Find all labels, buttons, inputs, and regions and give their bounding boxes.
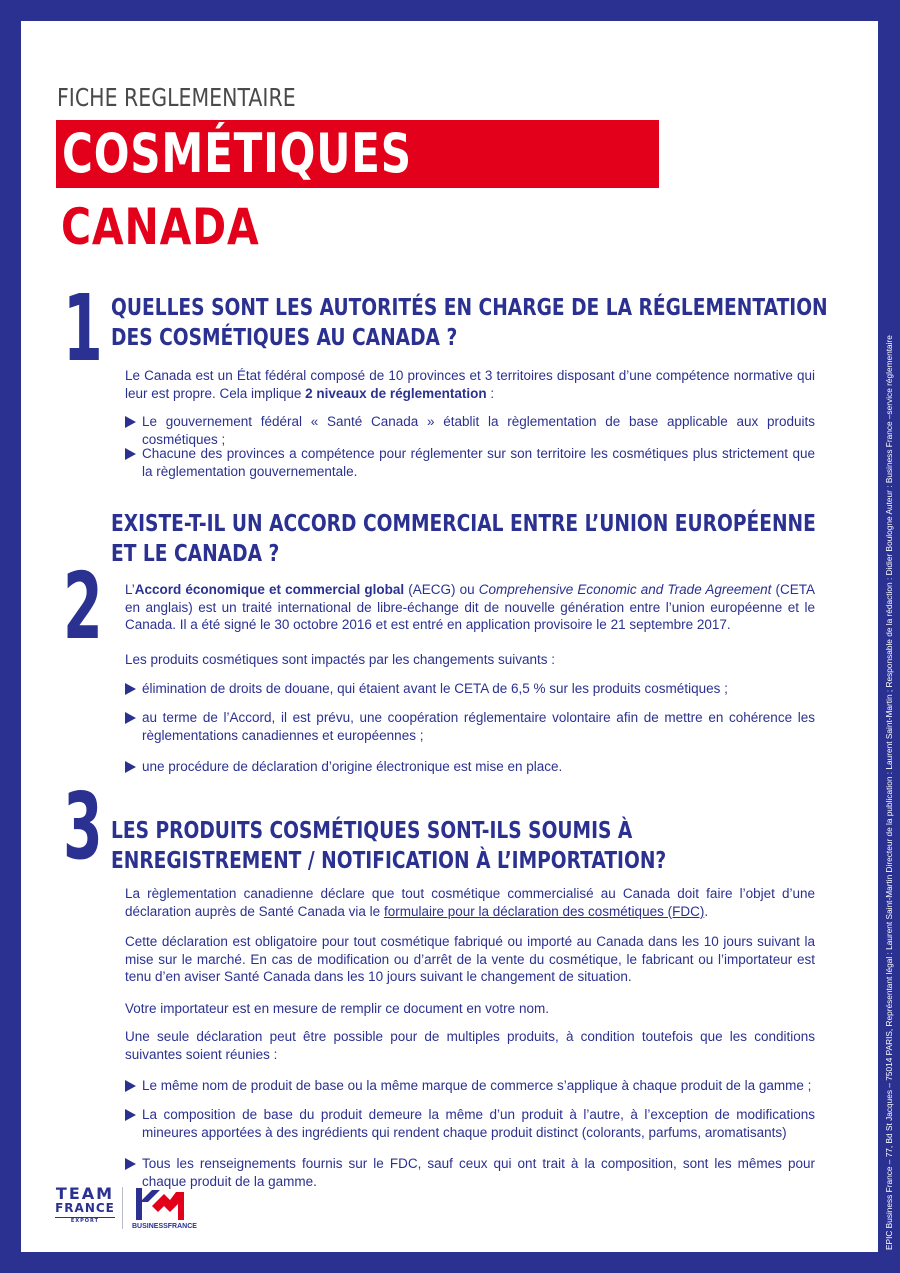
legal-sidebar-text: EPIC Business France – 77, Bd St Jacques – 75014 PARIS, Représentant légal : Laurent Saint-Martin Directeur de la publication : Laurent Saint-Martin ; Responsable de la rédaction : Didier Boulogne Auteur : Business France –service réglementaire bbox=[884, 335, 894, 1250]
bullet-triangle-icon bbox=[125, 1080, 136, 1092]
team-france-export-logo: TEAM FRANCE EXPORT bbox=[55, 1184, 115, 1224]
bullet-triangle-icon bbox=[125, 683, 136, 695]
bullet-triangle-icon bbox=[125, 1158, 136, 1170]
section-2-bullet: au terme de l’Accord, il est prévu, une coopération réglementaire volontaire afin de mettre en cohérence les règlementations canadiennes et européennes ; bbox=[125, 709, 815, 744]
business-france-mark-icon bbox=[132, 1186, 188, 1222]
document-subtitle: CANADA bbox=[61, 198, 260, 256]
section-1-intro: Le Canada est un État fédéral composé de 10 provinces et 3 territoires disposant d’une compétence normative qui leur est propre. Cela implique 2 niveaux de réglementation : bbox=[125, 368, 815, 401]
section-2-heading-line-1: EXISTE-T-IL UN ACCORD COMMERCIAL ENTRE L’UNION EUROPÉENNE bbox=[111, 511, 816, 537]
section-2-intro: L’Accord économique et commercial global (AECG) ou Comprehensive Economic and Trade Agreement (CETA en anglais) est un traité international de libre-échange dit de nouvelle génération entre l’union européenne et le Canada. Il a été signé le 30 octobre 2016 et est entré en application provisoire le 21 septembre 2017. bbox=[125, 582, 815, 632]
bullet-triangle-icon bbox=[125, 712, 136, 724]
title-band bbox=[56, 120, 659, 188]
section-2-paragraph: Les produits cosmétiques sont impactés par les changements suivants : bbox=[125, 652, 555, 667]
section-3-paragraph: Votre importateur est en mesure de remplir ce document en votre nom. bbox=[125, 1001, 549, 1016]
section-3-number: 3 bbox=[63, 773, 103, 880]
fdc-form-link[interactable]: formulaire pour la déclaration des cosmétiques (FDC) bbox=[383, 903, 705, 919]
section-3-paragraph: Une seule déclaration peut être possible pour de multiples produits, à condition toutefois que les conditions suivantes soient réunies : bbox=[125, 1029, 815, 1062]
section-2-heading-line-2: ET LE CANADA ? bbox=[111, 541, 280, 567]
section-1-number: 1 bbox=[63, 275, 103, 382]
section-1-heading-line-2: DES COSMÉTIQUES AU CANADA ? bbox=[111, 325, 458, 351]
logo-divider bbox=[122, 1187, 123, 1229]
section-1-heading-line-1: QUELLES SONT LES AUTORITÉS EN CHARGE DE LA RÉGLEMENTATION bbox=[111, 295, 828, 321]
bullet-triangle-icon bbox=[125, 761, 136, 773]
section-3-heading-line-2: ENREGISTREMENT / NOTIFICATION À L’IMPORTATION? bbox=[111, 848, 667, 874]
document-kicker: FICHE REGLEMENTAIRE bbox=[57, 83, 296, 112]
section-3-paragraph: La règlementation canadienne déclare que tout cosmétique commercialisé au Canada doit faire l’objet d’une déclaration auprès de Santé Canada via le formulaire pour la déclaration des cosmétiques (FDC). bbox=[125, 886, 815, 919]
section-2-bullet: élimination de droits de douane, qui étaient avant le CETA de 6,5 % sur les produits cosmétiques ; bbox=[125, 680, 815, 698]
business-france-wordmark: BUSINESSFRANCE bbox=[132, 1223, 197, 1230]
bullet-triangle-icon bbox=[125, 416, 136, 428]
document-page bbox=[21, 21, 878, 1252]
legal-sidebar bbox=[880, 0, 900, 1273]
bullet-triangle-icon bbox=[125, 448, 136, 460]
section-3-bullet: Le même nom de produit de base ou la même marque de commerce s’applique à chaque produit de la gamme ; bbox=[125, 1077, 815, 1095]
section-3-paragraph: Cette déclaration est obligatoire pour tout cosmétique fabriqué ou importé au Canada dans les 10 jours suivant la mise sur le marché. En cas de modification ou d’arrêt de la vente du cosmétique, le fabricant ou l’importateur est tenu d’en aviser Santé Canada dans les 10 jours suivant le changement de situation. bbox=[125, 934, 815, 984]
section-3-heading-line-1: LES PRODUITS COSMÉTIQUES SONT-ILS SOUMIS À bbox=[111, 818, 633, 844]
document-title: COSMÉTIQUES bbox=[62, 122, 412, 185]
bullet-triangle-icon bbox=[125, 1109, 136, 1121]
section-2-bullet: une procédure de déclaration d’origine électronique est mise en place. bbox=[125, 758, 815, 776]
section-1-bullet: Chacune des provinces a compétence pour réglementer sur son territoire les cosmétiques plus strictement que la règlementation gouvernementale. bbox=[125, 445, 815, 480]
section-3-bullet: Tous les renseignements fournis sur le FDC, sauf ceux qui ont trait à la composition, sont les mêmes pour chaque produit de la gamme. bbox=[125, 1155, 815, 1190]
section-2-number: 2 bbox=[63, 553, 103, 660]
business-france-logo bbox=[132, 1186, 202, 1236]
section-3-bullet: La composition de base du produit demeure la même d’un produit à l’autre, à l’exception de modifications mineures apportées à des ingrédients qui rendent chaque produit distinct (colorants, parfums, aromatisants) bbox=[125, 1106, 815, 1141]
section-1-bullet: Le gouvernement fédéral « Santé Canada » établit la règlementation de base applicable aux produits cosmétiques ; bbox=[125, 413, 815, 448]
